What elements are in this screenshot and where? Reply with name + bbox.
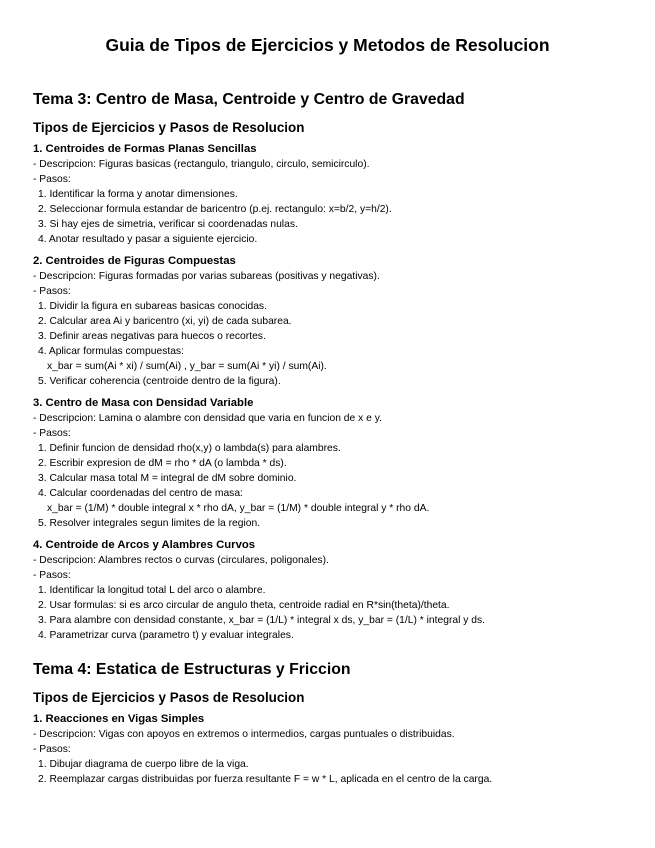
tema3-s3-desc: - Descripcion: Lamina o alambre con densidad que varia en funcion de x e y. xyxy=(33,413,382,424)
tema3-s3-formula: x_bar = (1/M) * double integral x * rho dA, y_bar = (1/M) * double integral y * rho dA. xyxy=(47,503,430,514)
tema4-subheading: Tipos de Ejercicios y Pasos de Resolucion xyxy=(33,690,305,705)
tema3-s3-step: 5. Resolver integrales segun limites de la region. xyxy=(38,518,261,529)
tema3-s4-step: 2. Usar formulas: si es arco circular de angulo theta, centroide radial en R*sin(theta)/theta. xyxy=(38,600,450,611)
tema3-s4-step: 1. Identificar la longitud total L del arco o alambre. xyxy=(38,585,266,596)
tema3-s4-title: 4. Centroide de Arcos y Alambres Curvos xyxy=(33,539,256,551)
tema3-s2-title: 2. Centroides de Figuras Compuestas xyxy=(33,255,236,267)
document-title: Guia de Tipos de Ejercicios y Metodos de Resolucion xyxy=(105,35,550,55)
tema3-s3-step: 1. Definir funcion de densidad rho(x,y) o lambda(s) para alambres. xyxy=(38,443,341,454)
tema4-s1-pasos: - Pasos: xyxy=(33,744,71,755)
tema4-s1-desc: - Descripcion: Vigas con apoyos en extremos o intermedios, cargas puntuales o distribuidas. xyxy=(33,729,455,740)
tema3-s3-step: 2. Escribir expresion de dM = rho * dA (o lambda * ds). xyxy=(38,458,287,469)
tema3-s2-desc: - Descripcion: Figuras formadas por varias subareas (positivas y negativas). xyxy=(33,271,380,282)
tema3-s1-step: 1. Identificar la forma y anotar dimensiones. xyxy=(38,189,238,200)
tema3-s1-step: 3. Si hay ejes de simetria, verificar si coordenadas nulas. xyxy=(38,219,298,230)
tema4-s1-step: 1. Dibujar diagrama de cuerpo libre de la viga. xyxy=(38,759,249,770)
tema3-s2-step: 2. Calcular area Ai y baricentro (xi, yi) de cada subarea. xyxy=(38,316,292,327)
tema3-s1-title: 1. Centroides de Formas Planas Sencillas xyxy=(33,143,257,155)
tema3-s4-step: 4. Parametrizar curva (parametro t) y evaluar integrales. xyxy=(38,630,294,641)
tema3-s3-title: 3. Centro de Masa con Densidad Variable xyxy=(33,397,254,409)
tema4-heading: Tema 4: Estatica de Estructuras y Friccion xyxy=(33,661,351,678)
tema3-s4-step: 3. Para alambre con densidad constante, x_bar = (1/L) * integral x ds, y_bar = (1/L) * integral y ds. xyxy=(38,615,486,626)
tema3-s1-step: 4. Anotar resultado y pasar a siguiente ejercicio. xyxy=(38,234,258,245)
tema3-s2-step: 4. Aplicar formulas compuestas: xyxy=(38,346,184,357)
tema3-s4-desc: - Descripcion: Alambres rectos o curvas (circulares, poligonales). xyxy=(33,555,329,566)
tema3-s1-desc: - Descripcion: Figuras basicas (rectangulo, triangulo, circulo, semicirculo). xyxy=(33,159,370,170)
tema3-s2-formula: x_bar = sum(Ai * xi) / sum(Ai) , y_bar = sum(Ai * yi) / sum(Ai). xyxy=(47,361,327,372)
tema3-s2-step: 5. Verificar coherencia (centroide dentro de la figura). xyxy=(38,376,281,387)
tema3-subheading: Tipos de Ejercicios y Pasos de Resolucion xyxy=(33,120,305,135)
tema3-s3-pasos: - Pasos: xyxy=(33,428,71,439)
tema3-s2-step: 3. Definir areas negativas para huecos o recortes. xyxy=(38,331,266,342)
tema3-s1-pasos: - Pasos: xyxy=(33,174,71,185)
tema4-s1-title: 1. Reacciones en Vigas Simples xyxy=(33,713,205,725)
tema3-s1-step: 2. Seleccionar formula estandar de baricentro (p.ej. rectangulo: x=b/2, y=h/2). xyxy=(38,204,392,215)
tema3-s3-step: 4. Calcular coordenadas del centro de masa: xyxy=(38,488,243,499)
tema3-s3-step: 3. Calcular masa total M = integral de dM sobre dominio. xyxy=(38,473,297,484)
tema3-heading: Tema 3: Centro de Masa, Centroide y Centro de Gravedad xyxy=(33,91,465,108)
tema3-s2-step: 1. Dividir la figura en subareas basicas conocidas. xyxy=(38,301,267,312)
tema4-s1-step: 2. Reemplazar cargas distribuidas por fuerza resultante F = w * L, aplicada en el centro de la carga. xyxy=(38,774,493,785)
tema3-s4-pasos: - Pasos: xyxy=(33,570,71,581)
tema3-s2-pasos: - Pasos: xyxy=(33,286,71,297)
